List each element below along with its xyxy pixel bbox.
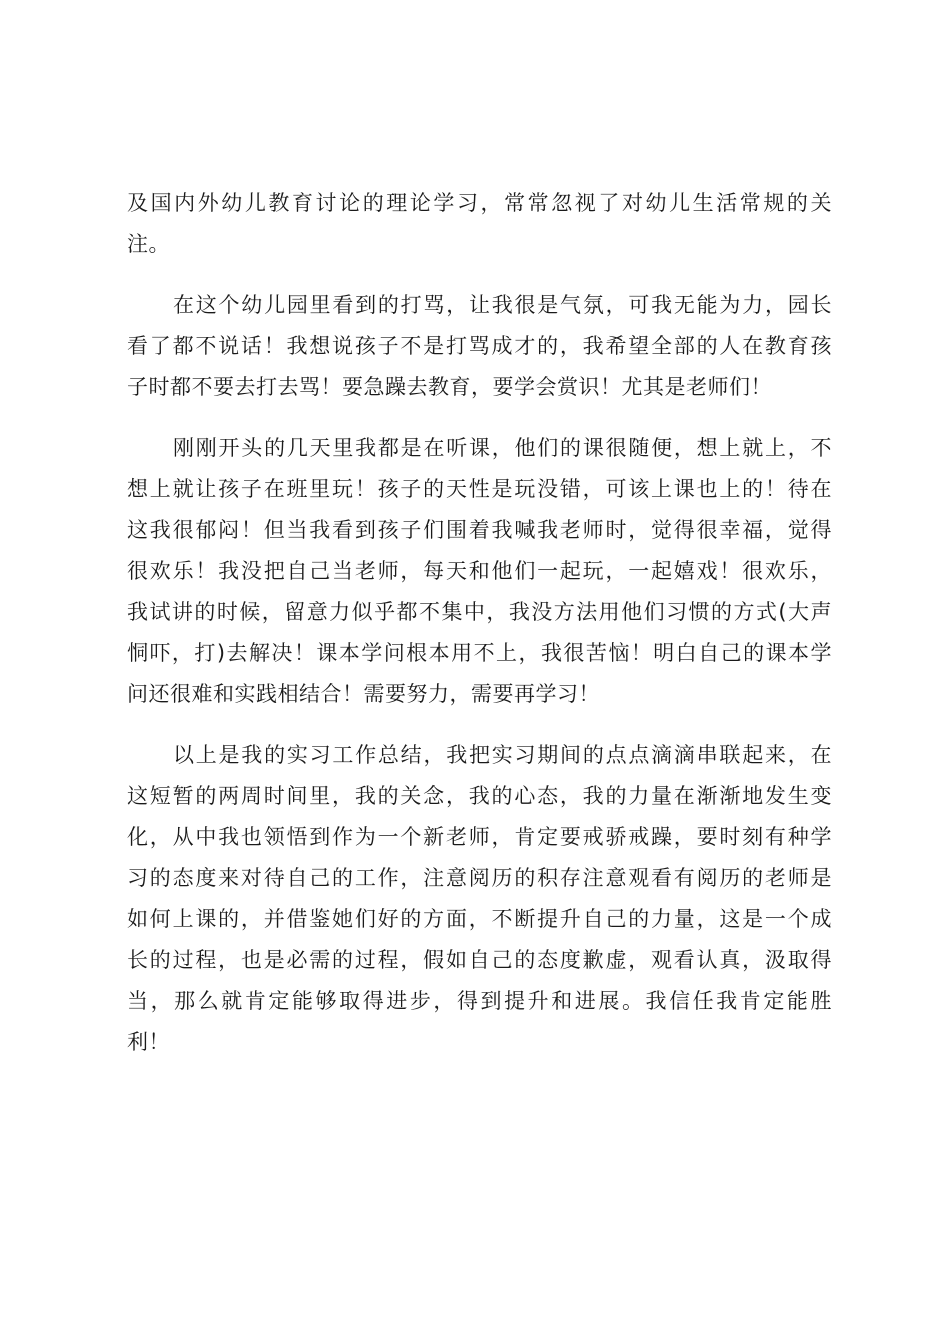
body-text	[127, 183, 832, 1063]
paragraph-4-line-8: 利！	[127, 1030, 170, 1054]
paragraph-2-line-3: 子时都不要去打去骂！要急躁去教育，要学会赏识！尤其是老师们！	[127, 375, 772, 399]
paragraph-2-line-1: 在这个幼儿园里看到的打骂，让我很是气氛，可我无能为力，园长	[173, 293, 832, 317]
paragraph-2-line-2: 看了都不说话！我想说孩子不是打骂成才的，我希望全部的人在教育孩	[127, 334, 832, 358]
paragraph-4-line-7: 当，那么就肯定能够取得进步，得到提升和进展。我信任我肯定能胜	[127, 989, 832, 1013]
paragraph-3-line-4: 很欢乐！我没把自己当老师，每天和他们一起玩，一起嬉戏！很欢乐，	[127, 559, 832, 583]
paragraph-3-line-5: 我试讲的时候，留意力似乎都不集中，我没方法用他们习惯的方式(大声	[127, 600, 832, 624]
paragraph-4-line-2: 这短暂的两周时间里，我的关念，我的心态，我的力量在渐渐地发生变	[127, 784, 832, 808]
paragraph-3-line-1: 刚刚开头的几天里我都是在听课，他们的课很随便，想上就上，不	[173, 436, 832, 460]
paragraph-3-line-6: 恫吓，打)去解决！课本学问根本用不上，我很苦恼！明白自己的课本学	[127, 641, 832, 665]
paragraph-3-line-2: 想上就让孩子在班里玩！孩子的天性是玩没错，可该上课也上的！待在	[127, 477, 832, 501]
paragraph-3-line-7: 问还很难和实践相结合！需要努力，需要再学习！	[127, 682, 600, 706]
paragraph-4-line-6: 长的过程，也是必需的过程，假如自己的态度歉虚，观看认真，汲取得	[127, 948, 832, 972]
paragraph-3-line-3: 这我很郁闷！但当我看到孩子们围着我喊我老师时，觉得很幸福，觉得	[127, 518, 832, 542]
paragraph-4-line-1: 以上是我的实习工作总结，我把实习期间的点点滴滴串联起来，在	[173, 743, 832, 767]
paragraph-1-line-1: 及国内外幼儿教育讨论的理论学习，常常忽视了对幼儿生活常规的关	[127, 191, 832, 215]
paragraph-1-line-2: 注。	[127, 232, 170, 256]
paragraph-4-line-3: 化，从中我也领悟到作为一个新老师，肯定要戒骄戒躁，要时刻有种学	[127, 825, 832, 849]
paragraph-4-line-5: 如何上课的，并借鉴她们好的方面，不断提升自己的力量，这是一个成	[127, 907, 832, 931]
paragraph-4-line-4: 习的态度来对待自己的工作，注意阅历的积存注意观看有阅历的老师是	[127, 866, 832, 890]
